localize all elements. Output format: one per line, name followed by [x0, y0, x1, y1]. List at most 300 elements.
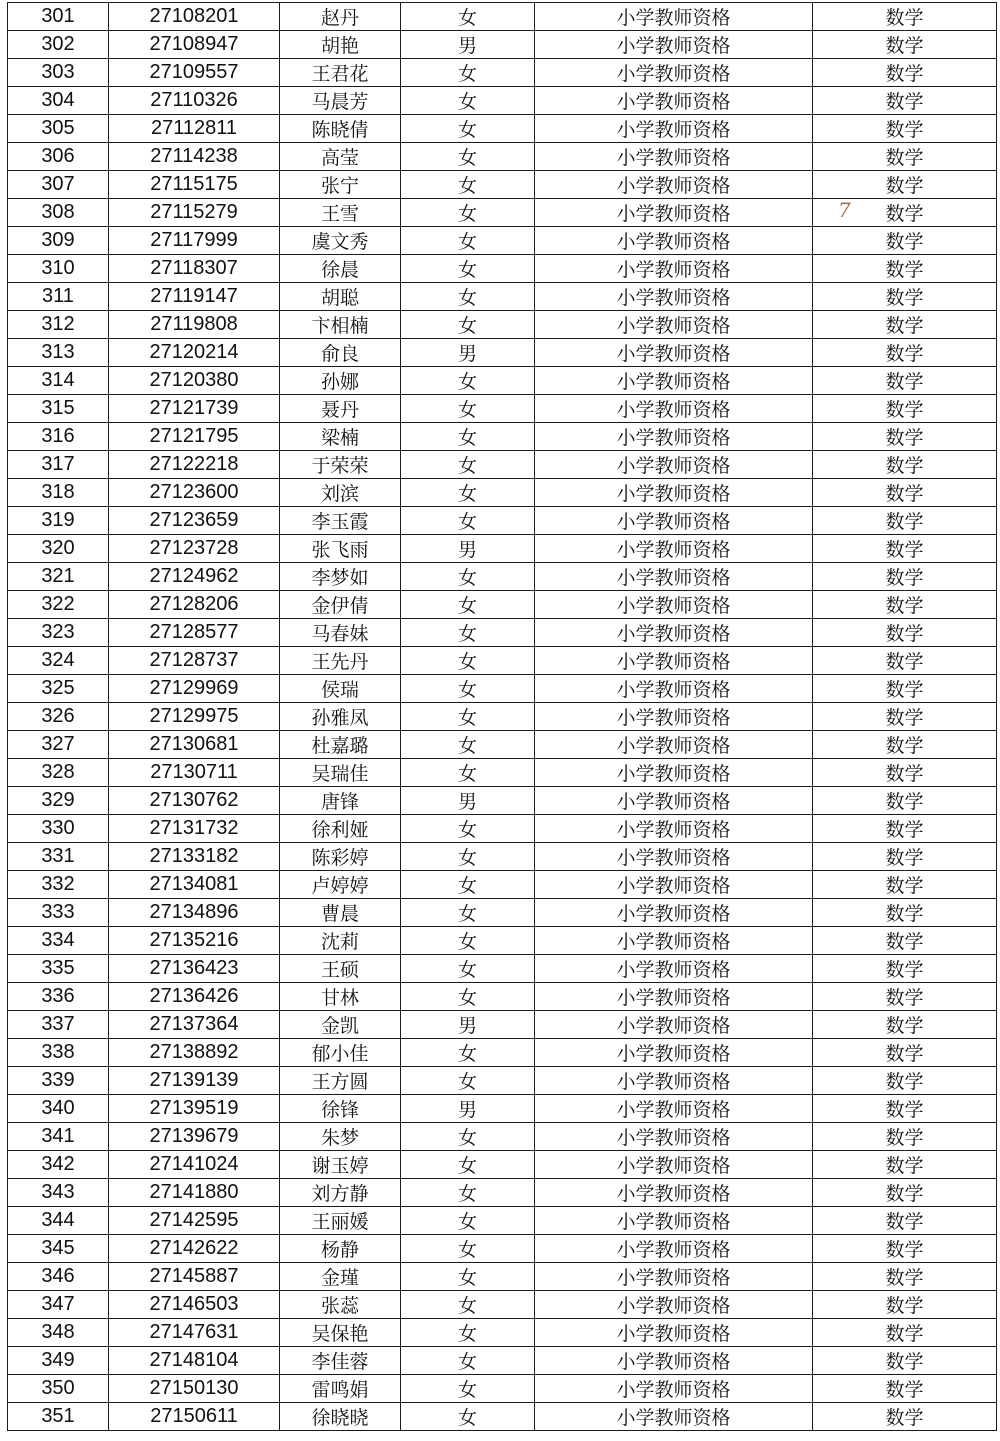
candidate-name-cell: 王君花 [280, 59, 401, 87]
exam-id-cell: 27109557 [109, 59, 280, 87]
qualification-cell: 小学教师资格 [535, 787, 813, 815]
candidate-name-cell: 张蕊 [280, 1291, 401, 1319]
candidate-name-cell: 李梦如 [280, 563, 401, 591]
row-number-cell: 303 [8, 59, 109, 87]
qualification-cell: 小学教师资格 [535, 1403, 813, 1431]
subject-cell: 数学 [813, 507, 997, 535]
exam-id-cell: 27142595 [109, 1207, 280, 1235]
gender-cell: 女 [401, 1375, 535, 1403]
qualification-cell: 小学教师资格 [535, 423, 813, 451]
table-row [8, 143, 997, 171]
qualification-cell: 小学教师资格 [535, 703, 813, 731]
subject-cell: 数学 [813, 479, 997, 507]
candidate-name-cell: 陈彩婷 [280, 843, 401, 871]
row-number-cell: 340 [8, 1095, 109, 1123]
candidate-name-cell: 孙雅凤 [280, 703, 401, 731]
row-number-cell: 337 [8, 1011, 109, 1039]
row-number-cell: 350 [8, 1375, 109, 1403]
table-row [8, 255, 997, 283]
qualification-cell: 小学教师资格 [535, 1151, 813, 1179]
row-number-cell: 335 [8, 955, 109, 983]
subject-cell: 数学 [813, 955, 997, 983]
gender-cell: 男 [401, 535, 535, 563]
row-number-cell: 344 [8, 1207, 109, 1235]
candidate-name-cell: 王先丹 [280, 647, 401, 675]
qualification-cell: 小学教师资格 [535, 87, 813, 115]
gender-cell: 女 [401, 843, 535, 871]
table-row [8, 87, 997, 115]
candidate-name-cell: 杨静 [280, 1235, 401, 1263]
qualification-cell: 小学教师资格 [535, 1039, 813, 1067]
exam-id-cell: 27139679 [109, 1123, 280, 1151]
gender-cell: 女 [401, 395, 535, 423]
candidate-name-cell: 俞良 [280, 339, 401, 367]
subject-cell: 数学 [813, 759, 997, 787]
table-row [8, 871, 997, 899]
table-row [8, 675, 997, 703]
candidate-name-cell: 徐利娅 [280, 815, 401, 843]
qualification-cell: 小学教师资格 [535, 199, 813, 227]
qualification-cell: 小学教师资格 [535, 59, 813, 87]
candidate-name-cell: 唐锋 [280, 787, 401, 815]
table-row [8, 1319, 997, 1347]
candidate-name-cell: 朱梦 [280, 1123, 401, 1151]
qualification-cell: 小学教师资格 [535, 1263, 813, 1291]
candidate-name-cell: 郁小佳 [280, 1039, 401, 1067]
exam-id-cell: 27130711 [109, 759, 280, 787]
gender-cell: 女 [401, 675, 535, 703]
table-row [8, 843, 997, 871]
row-number-cell: 351 [8, 1403, 109, 1431]
subject-cell: 数学 [813, 87, 997, 115]
gender-cell: 女 [401, 703, 535, 731]
table-row [8, 115, 997, 143]
candidate-name-cell: 吴瑞佳 [280, 759, 401, 787]
exam-id-cell: 27115279 [109, 199, 280, 227]
qualification-cell: 小学教师资格 [535, 451, 813, 479]
table-row [8, 731, 997, 759]
subject-cell: 数学 [813, 1347, 997, 1375]
subject-cell: 数学 [813, 143, 997, 171]
table-row [8, 703, 997, 731]
row-number-cell: 331 [8, 843, 109, 871]
gender-cell: 女 [401, 563, 535, 591]
row-number-cell: 314 [8, 367, 109, 395]
exam-id-cell: 27119147 [109, 283, 280, 311]
row-number-cell: 341 [8, 1123, 109, 1151]
gender-cell: 女 [401, 3, 535, 31]
table-row [8, 927, 997, 955]
exam-id-cell: 27130681 [109, 731, 280, 759]
exam-id-cell: 27131732 [109, 815, 280, 843]
subject-cell: 数学 [813, 787, 997, 815]
table-row [8, 955, 997, 983]
subject-cell: 数学 [813, 703, 997, 731]
row-number-cell: 312 [8, 311, 109, 339]
candidate-name-cell: 侯瑞 [280, 675, 401, 703]
exam-id-cell: 27146503 [109, 1291, 280, 1319]
candidate-name-cell: 卞相楠 [280, 311, 401, 339]
qualification-cell: 小学教师资格 [535, 843, 813, 871]
row-number-cell: 317 [8, 451, 109, 479]
qualification-cell: 小学教师资格 [535, 479, 813, 507]
row-number-cell: 308 [8, 199, 109, 227]
qualification-cell: 小学教师资格 [535, 283, 813, 311]
candidate-name-cell: 李玉霞 [280, 507, 401, 535]
exam-id-cell: 27129975 [109, 703, 280, 731]
table-row [8, 311, 997, 339]
candidate-name-cell: 谢玉婷 [280, 1151, 401, 1179]
exam-id-cell: 27150130 [109, 1375, 280, 1403]
table-row [8, 367, 997, 395]
qualification-cell: 小学教师资格 [535, 1235, 813, 1263]
qualification-cell: 小学教师资格 [535, 759, 813, 787]
qualification-cell: 小学教师资格 [535, 871, 813, 899]
qualification-cell: 小学教师资格 [535, 3, 813, 31]
qualification-cell: 小学教师资格 [535, 339, 813, 367]
qualification-cell: 小学教师资格 [535, 507, 813, 535]
gender-cell: 女 [401, 367, 535, 395]
table-row [8, 227, 997, 255]
subject-cell: 数学 [813, 1179, 997, 1207]
subject-cell: 数学 [813, 1319, 997, 1347]
subject-cell: 数学 [813, 675, 997, 703]
qualification-cell: 小学教师资格 [535, 563, 813, 591]
exam-id-cell: 27124962 [109, 563, 280, 591]
table-row [8, 59, 997, 87]
qualification-cell: 小学教师资格 [535, 1319, 813, 1347]
table-row [8, 451, 997, 479]
subject-cell: 数学 [813, 1263, 997, 1291]
candidate-name-cell: 雷鸣娟 [280, 1375, 401, 1403]
qualification-cell: 小学教师资格 [535, 255, 813, 283]
gender-cell: 女 [401, 171, 535, 199]
exam-id-cell: 27112811 [109, 115, 280, 143]
gender-cell: 女 [401, 731, 535, 759]
table-row [8, 535, 997, 563]
row-number-cell: 329 [8, 787, 109, 815]
qualification-cell: 小学教师资格 [535, 815, 813, 843]
gender-cell: 女 [401, 1403, 535, 1431]
exam-id-cell: 27128206 [109, 591, 280, 619]
subject-cell: 数学 [813, 1095, 997, 1123]
gender-cell: 女 [401, 899, 535, 927]
qualification-cell: 小学教师资格 [535, 367, 813, 395]
table-row [8, 1263, 997, 1291]
gender-cell: 女 [401, 255, 535, 283]
table-row [8, 283, 997, 311]
subject-cell: 数学 [813, 3, 997, 31]
candidate-name-cell: 金凯 [280, 1011, 401, 1039]
exam-id-cell: 27110326 [109, 87, 280, 115]
row-number-cell: 305 [8, 115, 109, 143]
gender-cell: 女 [401, 647, 535, 675]
candidate-name-cell: 高莹 [280, 143, 401, 171]
exam-id-cell: 27150611 [109, 1403, 280, 1431]
row-number-cell: 310 [8, 255, 109, 283]
gender-cell: 女 [401, 1235, 535, 1263]
candidate-name-cell: 杜嘉璐 [280, 731, 401, 759]
qualification-cell: 小学教师资格 [535, 619, 813, 647]
qualification-cell: 小学教师资格 [535, 983, 813, 1011]
gender-cell: 女 [401, 423, 535, 451]
subject-cell: 数学 [813, 1123, 997, 1151]
table-row [8, 507, 997, 535]
gender-cell: 男 [401, 31, 535, 59]
gender-cell: 男 [401, 787, 535, 815]
exam-id-cell: 27135216 [109, 927, 280, 955]
subject-cell: 数学 [813, 1375, 997, 1403]
qualification-cell: 小学教师资格 [535, 647, 813, 675]
qualification-cell: 小学教师资格 [535, 227, 813, 255]
handwritten-mark: 7 [838, 198, 851, 222]
table-row [8, 787, 997, 815]
subject-cell: 数学 [813, 591, 997, 619]
table-row [8, 591, 997, 619]
exam-id-cell: 27123659 [109, 507, 280, 535]
subject-cell: 数学 [813, 535, 997, 563]
qualification-cell: 小学教师资格 [535, 927, 813, 955]
gender-cell: 女 [401, 927, 535, 955]
row-number-cell: 307 [8, 171, 109, 199]
subject-cell: 数学 [813, 199, 997, 227]
table-row [8, 983, 997, 1011]
gender-cell: 女 [401, 87, 535, 115]
exam-id-cell: 27147631 [109, 1319, 280, 1347]
row-number-cell: 349 [8, 1347, 109, 1375]
candidate-name-cell: 孙娜 [280, 367, 401, 395]
gender-cell: 女 [401, 759, 535, 787]
gender-cell: 女 [401, 479, 535, 507]
row-number-cell: 326 [8, 703, 109, 731]
exam-id-cell: 27130762 [109, 787, 280, 815]
gender-cell: 男 [401, 339, 535, 367]
table-row [8, 815, 997, 843]
qualification-cell: 小学教师资格 [535, 955, 813, 983]
table-row [8, 899, 997, 927]
exam-id-cell: 27139519 [109, 1095, 280, 1123]
table-row [8, 1095, 997, 1123]
gender-cell: 女 [401, 955, 535, 983]
subject-cell: 数学 [813, 395, 997, 423]
table-row [8, 1179, 997, 1207]
candidate-name-cell: 甘林 [280, 983, 401, 1011]
gender-cell: 女 [401, 1263, 535, 1291]
exam-id-cell: 27148104 [109, 1347, 280, 1375]
table-row [8, 563, 997, 591]
subject-cell: 数学 [813, 311, 997, 339]
row-number-cell: 316 [8, 423, 109, 451]
candidate-name-cell: 马晨芳 [280, 87, 401, 115]
row-number-cell: 347 [8, 1291, 109, 1319]
qualification-cell: 小学教师资格 [535, 31, 813, 59]
table-row [8, 1375, 997, 1403]
gender-cell: 女 [401, 227, 535, 255]
row-number-cell: 301 [8, 3, 109, 31]
row-number-cell: 324 [8, 647, 109, 675]
row-number-cell: 345 [8, 1235, 109, 1263]
gender-cell: 女 [401, 619, 535, 647]
gender-cell: 女 [401, 311, 535, 339]
qualification-cell: 小学教师资格 [535, 171, 813, 199]
candidate-name-cell: 王雪 [280, 199, 401, 227]
table-row [8, 1039, 997, 1067]
gender-cell: 男 [401, 1011, 535, 1039]
candidate-name-cell: 王硕 [280, 955, 401, 983]
subject-cell: 数学 [813, 423, 997, 451]
subject-cell: 数学 [813, 619, 997, 647]
gender-cell: 女 [401, 1179, 535, 1207]
gender-cell: 女 [401, 1319, 535, 1347]
gender-cell: 女 [401, 451, 535, 479]
candidate-name-cell: 梁楠 [280, 423, 401, 451]
subject-cell: 数学 [813, 339, 997, 367]
subject-cell: 数学 [813, 731, 997, 759]
gender-cell: 女 [401, 1067, 535, 1095]
qualification-cell: 小学教师资格 [535, 1123, 813, 1151]
row-number-cell: 348 [8, 1319, 109, 1347]
table-row [8, 31, 997, 59]
subject-cell: 数学 [813, 1039, 997, 1067]
subject-cell: 数学 [813, 899, 997, 927]
gender-cell: 女 [401, 283, 535, 311]
qualification-cell: 小学教师资格 [535, 311, 813, 339]
candidate-name-cell: 胡艳 [280, 31, 401, 59]
gender-cell: 女 [401, 59, 535, 87]
gender-cell: 女 [401, 507, 535, 535]
exam-id-cell: 27114238 [109, 143, 280, 171]
candidate-name-cell: 刘滨 [280, 479, 401, 507]
exam-id-cell: 27138892 [109, 1039, 280, 1067]
row-number-cell: 321 [8, 563, 109, 591]
table-row [8, 171, 997, 199]
table-row [8, 1151, 997, 1179]
exam-id-cell: 27142622 [109, 1235, 280, 1263]
subject-cell: 数学 [813, 843, 997, 871]
qualification-cell: 小学教师资格 [535, 731, 813, 759]
candidate-name-cell: 于荣荣 [280, 451, 401, 479]
subject-cell: 数学 [813, 171, 997, 199]
qualification-cell: 小学教师资格 [535, 1011, 813, 1039]
exam-id-cell: 27120214 [109, 339, 280, 367]
row-number-cell: 304 [8, 87, 109, 115]
subject-cell: 数学 [813, 927, 997, 955]
row-number-cell: 319 [8, 507, 109, 535]
exam-id-cell: 27139139 [109, 1067, 280, 1095]
candidate-name-cell: 刘方静 [280, 1179, 401, 1207]
subject-cell: 数学 [813, 31, 997, 59]
table-row [8, 1207, 997, 1235]
exam-id-cell: 27120380 [109, 367, 280, 395]
row-number-cell: 339 [8, 1067, 109, 1095]
candidate-name-cell: 徐锋 [280, 1095, 401, 1123]
row-number-cell: 325 [8, 675, 109, 703]
table-row [8, 619, 997, 647]
subject-cell: 数学 [813, 283, 997, 311]
subject-cell: 数学 [813, 563, 997, 591]
subject-cell: 数学 [813, 1235, 997, 1263]
exam-id-cell: 27134081 [109, 871, 280, 899]
gender-cell: 女 [401, 1207, 535, 1235]
subject-cell: 数学 [813, 871, 997, 899]
candidate-name-cell: 李佳蓉 [280, 1347, 401, 1375]
candidate-name-cell: 王方圆 [280, 1067, 401, 1095]
exam-id-cell: 27121795 [109, 423, 280, 451]
exam-id-cell: 27108947 [109, 31, 280, 59]
gender-cell: 女 [401, 815, 535, 843]
table-row [8, 339, 997, 367]
table-row [8, 1067, 997, 1095]
subject-cell: 数学 [813, 1067, 997, 1095]
table-row [8, 1123, 997, 1151]
gender-cell: 女 [401, 199, 535, 227]
gender-cell: 女 [401, 1347, 535, 1375]
row-number-cell: 334 [8, 927, 109, 955]
candidate-name-cell: 曹晨 [280, 899, 401, 927]
table-row [8, 395, 997, 423]
gender-cell: 女 [401, 591, 535, 619]
qualification-cell: 小学教师资格 [535, 1347, 813, 1375]
qualification-cell: 小学教师资格 [535, 1179, 813, 1207]
candidate-name-cell: 虞文秀 [280, 227, 401, 255]
row-number-cell: 327 [8, 731, 109, 759]
candidate-name-cell: 徐晓晓 [280, 1403, 401, 1431]
subject-cell: 数学 [813, 451, 997, 479]
exam-id-cell: 27108201 [109, 3, 280, 31]
candidate-name-cell: 张宁 [280, 171, 401, 199]
qualification-cell: 小学教师资格 [535, 143, 813, 171]
row-number-cell: 322 [8, 591, 109, 619]
qualification-cell: 小学教师资格 [535, 535, 813, 563]
row-number-cell: 328 [8, 759, 109, 787]
row-number-cell: 306 [8, 143, 109, 171]
subject-cell: 数学 [813, 1207, 997, 1235]
gender-cell: 女 [401, 1291, 535, 1319]
table-row [8, 1011, 997, 1039]
row-number-cell: 333 [8, 899, 109, 927]
row-number-cell: 338 [8, 1039, 109, 1067]
candidate-name-cell: 聂丹 [280, 395, 401, 423]
exam-id-cell: 27133182 [109, 843, 280, 871]
exam-id-cell: 27119808 [109, 311, 280, 339]
exam-id-cell: 27134896 [109, 899, 280, 927]
candidate-name-cell: 胡聪 [280, 283, 401, 311]
qualification-cell: 小学教师资格 [535, 675, 813, 703]
row-number-cell: 309 [8, 227, 109, 255]
candidate-name-cell: 赵丹 [280, 3, 401, 31]
qualification-cell: 小学教师资格 [535, 115, 813, 143]
row-number-cell: 320 [8, 535, 109, 563]
subject-cell: 数学 [813, 59, 997, 87]
table-row [8, 1403, 997, 1431]
exam-id-cell: 27128737 [109, 647, 280, 675]
table-row [8, 1347, 997, 1375]
subject-cell: 数学 [813, 647, 997, 675]
gender-cell: 女 [401, 1123, 535, 1151]
exam-id-cell: 27123728 [109, 535, 280, 563]
gender-cell: 女 [401, 983, 535, 1011]
candidate-name-cell: 沈莉 [280, 927, 401, 955]
exam-id-cell: 27118307 [109, 255, 280, 283]
table-row [8, 1235, 997, 1263]
exam-id-cell: 27123600 [109, 479, 280, 507]
candidate-name-cell: 马春妹 [280, 619, 401, 647]
row-number-cell: 323 [8, 619, 109, 647]
qualification-cell: 小学教师资格 [535, 395, 813, 423]
exam-id-cell: 27129969 [109, 675, 280, 703]
candidate-name-cell: 徐晨 [280, 255, 401, 283]
table-row [8, 647, 997, 675]
